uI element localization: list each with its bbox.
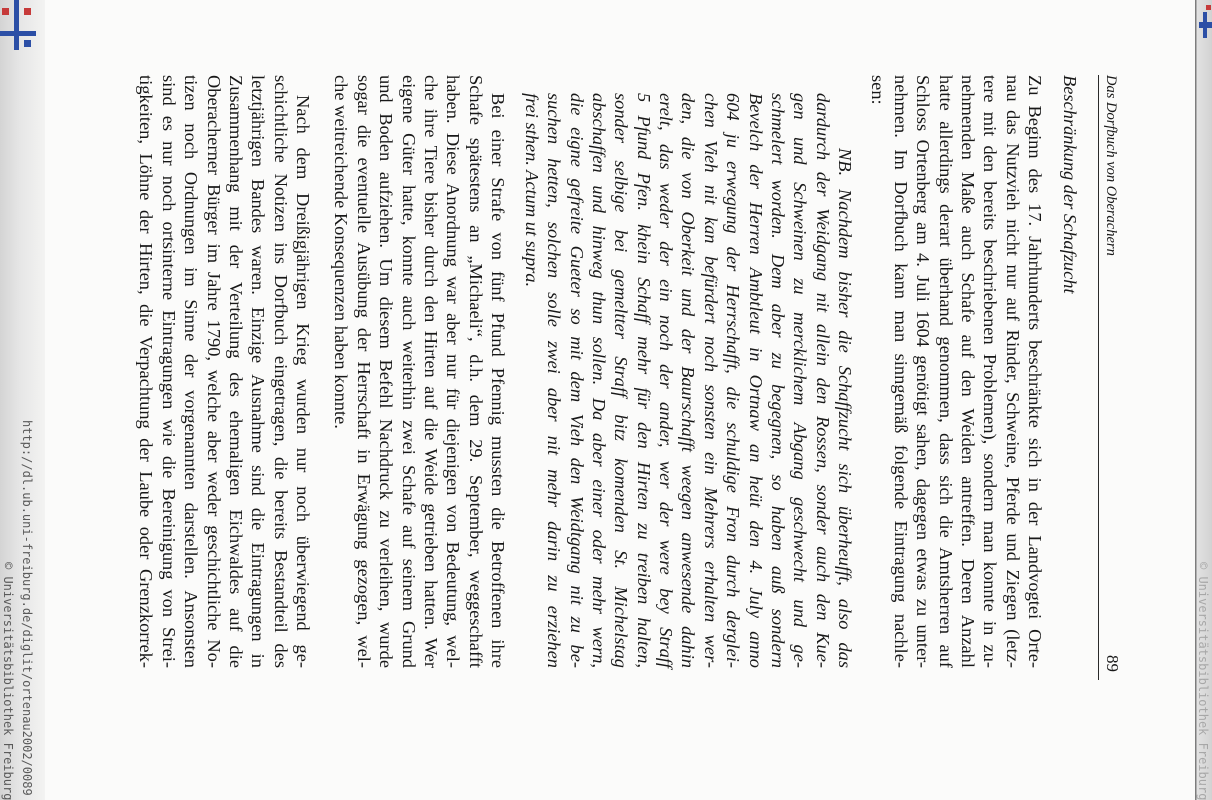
text-line: hatte allerdings derart überhand genommen, dass sich die Amtsherren auf	[935, 75, 956, 668]
text-line: Schafe spätestens an „Michaeli“, d.h. dem 29. September, weggeschafft	[465, 75, 486, 668]
watermark-copyright: © Universitätsbibliothek Freiburg	[1, 562, 15, 800]
left-scan-margin	[0, 0, 45, 800]
page-number: 89	[1103, 655, 1122, 672]
text-line: schichtliche Notizen ins Dorfbuch eingetragen, die bereits Bestandteil des	[270, 75, 291, 668]
body-paragraph	[135, 75, 314, 668]
quotation-line: frei sthen. Actum ut supra.	[521, 93, 542, 288]
text-line: und Boden aufziehen. Um diesem Befehl Nachdruck zu verleihen, wurde	[376, 75, 397, 668]
text-line: Oberacherner Bürger im Jahre 1790, welche aber weder geschichtliche No-	[203, 75, 224, 668]
color-registration-mark	[2, 8, 9, 15]
quotation-line: dardurch der Weidgang nit allein den Rossen, sonder auch den Kue-	[812, 93, 833, 668]
quotation-line: Bevelch der Herren Ambtleut in Ortnaw an heüt den 4. July anno	[745, 93, 766, 668]
quotation-line: sonder selbige bei gemeltter Straff bitz komenden St. Michelstag	[611, 93, 632, 668]
text-line: Zu Beginn des 17. Jahrhunderts beschränkte sich in der Landvogtei Orte-	[1025, 75, 1046, 668]
section-heading: Beschränkung der Schafzucht	[1060, 75, 1080, 294]
quotation-line: 5 Pfund Pfen. khein Schaff mehr für den Hirten zu treiben halten,	[633, 93, 654, 668]
text-line: sen:	[868, 75, 889, 105]
running-header	[1103, 75, 1121, 672]
quotation-line: chen Vieh nit kan befürdert noch sonsten ein Mehrers erhalten wer-	[700, 93, 721, 668]
text-line: tigkeiten, Löhne der Hirten, die Verpachtung der Laube oder Grenzkorrek-	[136, 75, 157, 668]
text-line: nehmenden Maße auch Schafe auf den Weiden antreffen. Deren Anzahl	[958, 75, 979, 668]
quotation-line: gen und Schweinen zu mercklichem Abgang geschwecht und ge-	[790, 93, 811, 668]
text-line: nehmen. Im Dorfbuch kann man sinngemäß folgende Eintragung nachle-	[890, 75, 911, 668]
color-registration-mark	[14, 0, 19, 50]
text-line: letztjährigen Bandes waren. Einzige Ausnahme sind die Eintragungen in	[248, 75, 269, 668]
edge-watermark-group	[1195, 0, 1212, 800]
color-registration-mark	[0, 31, 36, 36]
text-line: Nach dem Dreißigjährigen Krieg wurden nur noch überwiegend ge-	[293, 95, 314, 668]
watermark-url: http://dl.ub.uni-freiburg.de/diglit/ortenau2002/0089	[20, 420, 34, 796]
text-line: eigene Güter hatte, konnte auch weiterhin zwei Schafe auf seinem Grund	[398, 75, 419, 668]
text-line: nau das Nutzvieh nicht nur auf Rinder, Schweine, Pferde und Ziegen (letz-	[1002, 75, 1023, 668]
running-head-title: Das Dorfbuch von Oberachern	[1103, 75, 1119, 256]
text-line: tere mit den bereits beschriebenen Problemen), sondern man konnte in zu-	[980, 75, 1001, 668]
watermark-rotated-group	[0, 0, 45, 800]
color-registration-mark	[24, 40, 31, 47]
color-registration-mark	[1206, 5, 1211, 10]
quotation-line: 604 ju erwegung der Herrschafft, die schuldige Fron durch derglei-	[723, 93, 744, 668]
text-line: Schloss Ortenberg am 4. Juli 1604 genötigt sahen, dagegen etwas zu unter-	[913, 75, 934, 668]
text-line: sind es nur noch ortsinterne Eintragungen wie die Bereinigung von Strei-	[158, 75, 179, 668]
quotation-line: suchen hetten, solchen solle zwei aber nit mehr darin zu erziehen	[544, 93, 565, 668]
quotation-line: den, die von Oberkeit und der Baurschafft weegen anwesende dahin	[678, 93, 699, 668]
header-rule	[1098, 75, 1099, 680]
body-paragraph	[330, 75, 509, 668]
quotation-line: NB. Nachdem bisher die Schaffzucht sich überheufft, also das	[835, 148, 856, 668]
quotation-line: abschaffen und hinweg thun sollen. Da aber einer oder mehr wern,	[588, 93, 609, 668]
historical-quotation	[520, 93, 856, 668]
text-line: tizen noch Ordnungen im Sinne der vorgenannten darstellen. Ansonsten	[181, 75, 202, 668]
text-line: Bei einer Strafe von fünf Pfund Pfennig mussten die Betroffenen ihre	[488, 93, 509, 668]
text-line: che ihre Tiere bisher durch den Hirten auf die Weide getrieben hatten. Wer	[421, 75, 442, 668]
text-line: sogar die eventuelle Ausübung der Herrschaft in Erwägung gezogen, wel-	[353, 75, 374, 668]
book-page	[45, 0, 1195, 800]
color-registration-mark	[1203, 12, 1207, 38]
quotation-line: schmelert worden. Dem aber zu begegnen, so haben auß sondern	[768, 93, 789, 668]
text-line: che weitreichende Konsequenzen haben konnte.	[331, 75, 352, 429]
right-scan-edge	[1195, 0, 1212, 800]
quotation-line: erelt, das weder der ein noch der ander, wer der were bey Straff	[656, 93, 677, 668]
text-line: haben. Diese Anordnung war aber nur für diejenigen von Bedeutung, wel-	[443, 75, 464, 668]
intro-paragraph	[867, 75, 1046, 668]
quotation-line: die eigne gefreite Gueter so mit dem Vieh den Weidtgang nit zu be-	[566, 93, 587, 668]
text-line: Zusammenhang mit der Verteilung des ehemaligen Eichwaldes auf die	[226, 75, 247, 668]
edge-watermark-copyright: © Universitätsbibliothek Freiburg	[1196, 562, 1210, 800]
color-registration-mark	[24, 8, 31, 15]
